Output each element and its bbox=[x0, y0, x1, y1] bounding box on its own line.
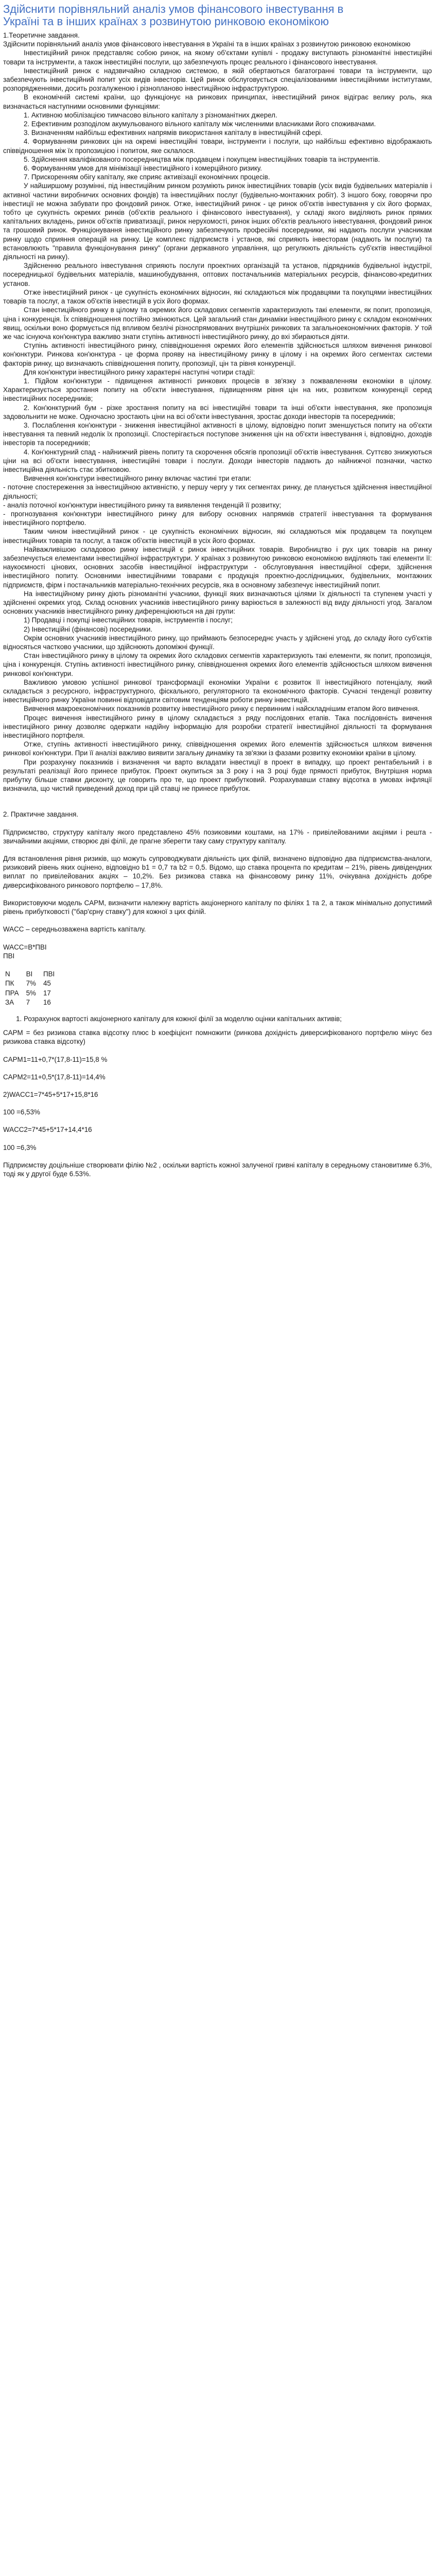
list-item: 2) Інвестиційні (фінансові) посередники. bbox=[24, 625, 153, 633]
task-intro: Підприємство, структуру капіталу якого представлено 45% позиковими коштами, на 17% - привілейованими акціями і решта - звичайними акціями, створює дві філії, де прагне зберегти таку саму структуру капіталу. bbox=[3, 828, 432, 845]
paragraph: Окрім основних учасників інвестиційного ринку, що приймають безпосереднє участь у здійснені угод, до складу його суб'єктів відносяться частково учасники, що здійснюють допоміжні функції. bbox=[3, 634, 432, 651]
paragraph: У найширшому розумінні, під інвестиційним ринком розуміють ринок інвестиційних товарів (усіх видів будівельних матеріалів і активної частини виробничих основних фондів) та інвестиційних послуг (будівельно-монтажних робіт). З іншого боку, говорячи про інвестиції не можна забувати про фондовий ринок. Отже, інвестиційний ринок - це ринок об'єктів інвестування у сіх його формах, тобто це сукупність окремих ринків (об'єктів реального і фінансового інвестування), у складі якого виділяють ринок прямих капітальних вкладень, ринок об'єктів приватизації, ринок нерухомості, ринок інших об'єктів реального інвестування, фондовий ринок та грошовий ринок. Функціонування інвестиційного ринку забезпечують професійні посередники, які надають послуги учасникам ринку щодо сприяння операцій на ринку. Це комплекс підприємств і установ, які сприяють інвесторам (надають їм послуги) та встановлюють "правила функціонування ринку" (органи державного управління, що регулюють діяльність суб'єктів інвестиційної діяльності на ринку). bbox=[3, 182, 432, 261]
list-item: 1. Підйом кон'юнктури - підвищення активності ринкових процесів в зв'язку з пожвавленням економіки в цілому. Характеризується зростання попиту на об'єкти інвестування, підвищенням рівня цін на них, розвитком конкуренції серед інвестиційних посередників; bbox=[3, 377, 432, 403]
document-title bbox=[3, 3, 432, 28]
list-item: 3. Визначенням найбільш ефективних напрямів використання капіталу в інвестиційній сфері. bbox=[24, 129, 323, 137]
table-cell: 5% bbox=[26, 989, 36, 997]
table-cell: ПРА bbox=[5, 989, 19, 997]
list-item: 6. Формуванням умов для мінімізації інвестиційного і комерційного ризику. bbox=[24, 164, 262, 173]
list-item: - аналіз поточної кон'юнктури інвестиційного ринку та виявлення тенденцій її розвитку; bbox=[3, 501, 282, 509]
steps-list bbox=[3, 1014, 432, 1023]
list-item: 3. Послаблення кон'юнктури - зниження інвестиційної активності в цілому, відповідно попит зменшується попиту на об'єкти інвестування та певний недолік їх пропозиції. Спостерігається поступове зниження цін на об'єкти інвестування і, відповідно, доходів інвесторів та посередників; bbox=[3, 421, 432, 447]
paragraph: Отже, ступінь активності інвестиційного ринку, співвідношення окремих його елементів здійснюється шляхом вивчення ринкової кон'юнктури. При її аналізі важливо виявити загальну динаміку та зв'язки із фазами розвитку економіки країни в цілому. bbox=[3, 740, 432, 757]
table-cell: ЗА bbox=[5, 998, 14, 1007]
list-item: 7. Прискоренням обігу капіталу, яке сприяє активізації економічних процесів. bbox=[24, 173, 270, 181]
table-header-cell: N bbox=[5, 970, 10, 978]
capm-formula-text: CAPM = без ризикова ставка відсотку плюс b коефіцієнт помножити (ринкова дохідність диверсифікованого портфелю мінус без ризикова ставка відсотку) bbox=[3, 1029, 432, 1046]
table-row bbox=[5, 997, 62, 1007]
table-cell: 16 bbox=[43, 998, 51, 1007]
paragraph: Таким чином інвестиційний ринок - це сукупність економічних відносин, які складаються між продавцем та покупцем інвестиційних товарів та послуг, а також об'єктів інвестицій в усіх його формах. bbox=[3, 528, 432, 545]
spacer bbox=[3, 802, 432, 810]
list-item: 1) Продавці і покупці інвестиційних товарів, інструментів і послуг; bbox=[24, 616, 233, 624]
wacc-formula: WACC=В*ПВІ bbox=[3, 943, 47, 951]
list-item: 4. Формуванням ринкових цін на окремі інвестиційні товари, інструменти і послуги, що найбільш ефективно відображають співвідношення між їх пропозицією і попитом, яке склалося. bbox=[3, 138, 432, 155]
table-row bbox=[5, 978, 62, 988]
paragraph: Стан інвестиційного ринку в цілому та окремих його складових сегментів характеризують такі елементи, як попит, пропозиція, ціна і конкуренція. Ступінь активності інвестиційного ринку, співвідношення окремих його елементів здійснюється шляхом вивчення ринкової кон'юнктури. bbox=[3, 652, 432, 677]
returns-table bbox=[5, 969, 62, 1007]
paragraph: При розрахунку показників і визначення чи варто вкладати інвестиції в проект в випадку, що проект рентабельний і в результаті реалізації його принесе прибуток. Проект окупиться за 3 року і на 3 році буде прямості прибуток, Внутрішня норма прибутку більше ставки дисконту, це говорить про те, що проект прибутковий. Розрахувавши ставку відсотка в умовах інфляції визначила, що чистий приведений доход при цій ставці не принесе прибуток. bbox=[3, 758, 432, 793]
paragraph: Вивчення кон'юнктури інвестиційного ринку включає частині три етапи: bbox=[24, 474, 252, 483]
list-item: 2. Кон'юнктурний бум - різке зростання попиту на всі інвестиційні товари та інші об'єкти інвестування, яке пропозиція задовольнити не може. Одночасно зростають ціни на всі об'єкти інвестування, зростає доходи інвесторів та посередників; bbox=[3, 403, 432, 420]
list-item: - поточне спостереження за інвестиційною активністю, у першу чергу у тих сегментах ринку, де планується здійснення інвестиційної діяльності; bbox=[3, 483, 432, 500]
paragraph: Отже інвестиційний ринок - це сукупність економічних відносин, які складаються між продавцями та покупцями інвестиційних товарів та послуг, а також об'єктів інвестицій в усіх його формах. bbox=[3, 288, 432, 306]
paragraph: Ступінь активності інвестиційного ринку, співвідношення окремих його елементів здійснюється шляхом вивчення ринкової кон'юнктури. Ринкова кон'юнктура - це форма прояву на інвестиційному ринку в цілому і на окремих його сегментах системи факторів ринку, що визначають співвідношення попиту, пропозиції, цін та рівня конкуренції. bbox=[3, 342, 432, 367]
list-item: 2. Ефективним розподілом акумульованого вільного капіталу між численними власниками його споживачами. bbox=[24, 120, 376, 128]
theory-heading: 1.Теоретичне завдання. bbox=[3, 31, 80, 39]
list-item: 1. Активною мобілізацією тимчасово вільного капіталу з різноманітних джерел. bbox=[24, 111, 277, 119]
paragraph: Найважливішою складовою ринку інвестицій є ринок інвестиційних товарів. Виробництво і рух цих товарів на ринку забезпечується елементами інвестиційної інфраструктури. У країнах з розвинутою ринковою економікою виділяють такі елементи її: наукоємності цінових, основних засобів інвестиційної інфраструктури - обслуговування інвестиційної сфери, здійснення інвестиційного попиту. Основними інвестиційними товарами є продукція проектно-дослідницьких, будівельних, монтажних підприємств, фірм і постачальників матеріально-технічних ресурсів, яка в основному забезпечує інвестиційний попит. bbox=[3, 545, 432, 589]
step-item: 1. Розрахунок вартості акціонерного капіталу для кожної філії за моделлю оцінки капітальних активів; bbox=[24, 1014, 432, 1023]
table-cell: 7 bbox=[26, 998, 30, 1007]
paragraph: Важливою умовою успішної ринкової трансформації економіки України є розвиток її інвестиційного потенціалу, який складається з ресурсного, інфраструктурного, фіскального, регуляторного та економічного факторів. Сучасні тенденції розвитку інвестиційного ринку України повинні відповідати світовим тенденціям роботи ринку інвестицій. bbox=[3, 678, 432, 704]
list-item: - прогнозування кон'юнктури інвестиційного ринку для вибору основних напрямків стратегії інвестування та формування інвестиційного портфелю. bbox=[3, 510, 432, 527]
wacc-definition: WACC – середньозважена вартість капіталу. bbox=[3, 925, 146, 934]
calc-wacc2-numerator: WACC2=7*45+5*17+14,4*16 bbox=[3, 1126, 92, 1134]
paragraph: Стан інвестиційного ринку в цілому та окремих його складових сегментів характеризують такі елементи, як попит, пропозиція, ціна і конкуренція. Їх співвідношення постійно змінюються. Цей загальний стан динаміки інвестиційного ринку є складом економічних явищ, оскільки воно формується під впливом безлічі різноспрямованих внутрішніх ринкових та загальноекономічних факторів. У той же час існуюча кон'юнктура важливо знати ступінь активності інвестиційного ринку, до вхі збираються діяти. bbox=[3, 306, 432, 341]
table-cell: 7% bbox=[26, 979, 36, 988]
calc-capm1: CAPM1=11+0,7*(17,8-11)=15,8 % bbox=[3, 1055, 108, 1063]
practice-heading: 2. Практичне завдання. bbox=[3, 810, 79, 819]
document bbox=[0, 0, 436, 1189]
title-line: Здійснити порівняльний аналіз умов фінансового інвестування в bbox=[3, 3, 344, 15]
calc-wacc1-numerator: 2)WACC1=7*45+5*17+15,8*16 bbox=[3, 1090, 98, 1098]
task-cost-text: Для встановлення рівня ризиків, що можуть супроводжувати діяльність цих філій, визначено відповідно два підприємства-аналоги, ризиковий рівень яких оцінено, відповідно b1 = 0,7 та b2 = 0,5. Відомо, що ставка процента по кредитам – 21%, рівень дивідендних виплат по привілейованих акціях – 10,2%. Без ризикова ставка на фінансовому ринку 11%, очікувана дохідність добре диверсифікованого ринкового портфелю – 17,8%. bbox=[3, 855, 432, 889]
list-item: 5. Здійснення кваліфікованого посередництва між продавцем і покупцем інвестиційних товарів та інструментів. bbox=[24, 155, 380, 163]
conclusion: Підприємству доцільніше створювати філію №2 , оскільки вартість кожної залученої гривні капіталу в середньому становитиме 6.3%, тоді як у другої буде 6.53%. bbox=[3, 1161, 432, 1178]
paragraph: Інвестиційний ринок є надзвичайно складною системою, в якій обертаються багатогранні товари та інструменти, що забезпечують інвестиційний попит усіх видів інвесторів. Цей ринок обслуговується спеціалізованими інвестиційними інститутами, розпорядженнями, досить розгалуженою і різнопланово інвестиційною інфраструктурою. bbox=[3, 66, 432, 93]
paragraph: Інвестиційний ринок представляє собою ринок, на якому об'єктами купівлі - продажу виступають різноманітні інвестиційні товари та інструменти, а також інвестиційні послуги, що забезпечують процес реального і фінансового інвестування. bbox=[3, 49, 432, 66]
title-line: Україні та в інших країнах з розвинутою ринковою економікою bbox=[3, 15, 329, 28]
pvi-label: ПВІ bbox=[3, 952, 15, 960]
calc-wacc2-result: 100 =6,3% bbox=[3, 1143, 37, 1151]
table-header-cell: ПВІ bbox=[43, 970, 55, 978]
paragraph: Вивчення макроекономічних показників розвитку інвестиційного ринку є первинним і найскладнішим етапом його вивчення. bbox=[24, 705, 420, 713]
paragraph: Для кон'юнктури інвестиційного ринку характерні наступні чотири стадії: bbox=[24, 368, 255, 376]
paragraph: На інвестиційному ринку діють різноманітні учасники, функції яких визначаються цілями їх діяльності та ступенем участі у здійсненні окремих угод. Склад основних учасників інвестиційного ринку варіюється в залежності від виду діяльності угод. Загалом основних учасників інвестиційного ринку диференціюються на дві групи: bbox=[3, 589, 432, 616]
paragraph: Процес вивчення інвестиційного ринку в цілому складається з ряду послідовних етапів. Така послідовність вивчення інвестиційного ринку дозволяє одержати надійну інформацію для розробки стратегії інвестиційної діяльності та формування інвестиційного портфеля. bbox=[3, 714, 432, 740]
table-row bbox=[5, 988, 62, 998]
task-capm-text: Використовуючи модель CAPM, визначити належну вартість акціонерного капіталу по філіях 1 та 2, а також мінімально допустимий рівень прибутковості ("бар'єрну ставку") для кожної з цих філій. bbox=[3, 899, 432, 916]
calc-capm2: CAPM2=11+0,5*(17,8-11)=14,4% bbox=[3, 1073, 106, 1081]
paragraph: Здійсненню реального інвестування сприяють послуги проектних організацій та установ, підрядників будівельної індустрії, посередницької будівельних матеріалів, машинобудування, оптових постачальників матеріальних ресурсів, фінансово-кредитних установ. bbox=[3, 262, 432, 287]
table-cell: 45 bbox=[43, 979, 51, 988]
table-header-cell: ВІ bbox=[26, 970, 33, 978]
table-cell: ПК bbox=[5, 979, 14, 988]
paragraph: В економічній системі країни, що функціонує на ринкових принципах, інвестиційний ринок відіграє велику роль, яка визначається наступними основними функціями: bbox=[3, 93, 432, 110]
table-cell: 17 bbox=[43, 989, 51, 997]
list-item: 4. Кон'юнктурний спад - найнижчий рівень попиту та скорочення обсягів пропозиції об'єктів інвестування. Суттєво знижуються ціни на всі об'єкти інвестування, інвестиційні товари і послуги. Доходи інвесторів падають до найнижчої позначки, частко інвестиційна діяльність стає збитковою. bbox=[3, 448, 432, 473]
calc-wacc1-result: 100 =6,53% bbox=[3, 1108, 40, 1116]
paragraph: Здійснити порівняльний аналіз умов фінансового інвестування в Україні та в інших країнах з розвинутою ринковою економікою bbox=[3, 40, 411, 48]
table-header-row bbox=[5, 969, 62, 979]
